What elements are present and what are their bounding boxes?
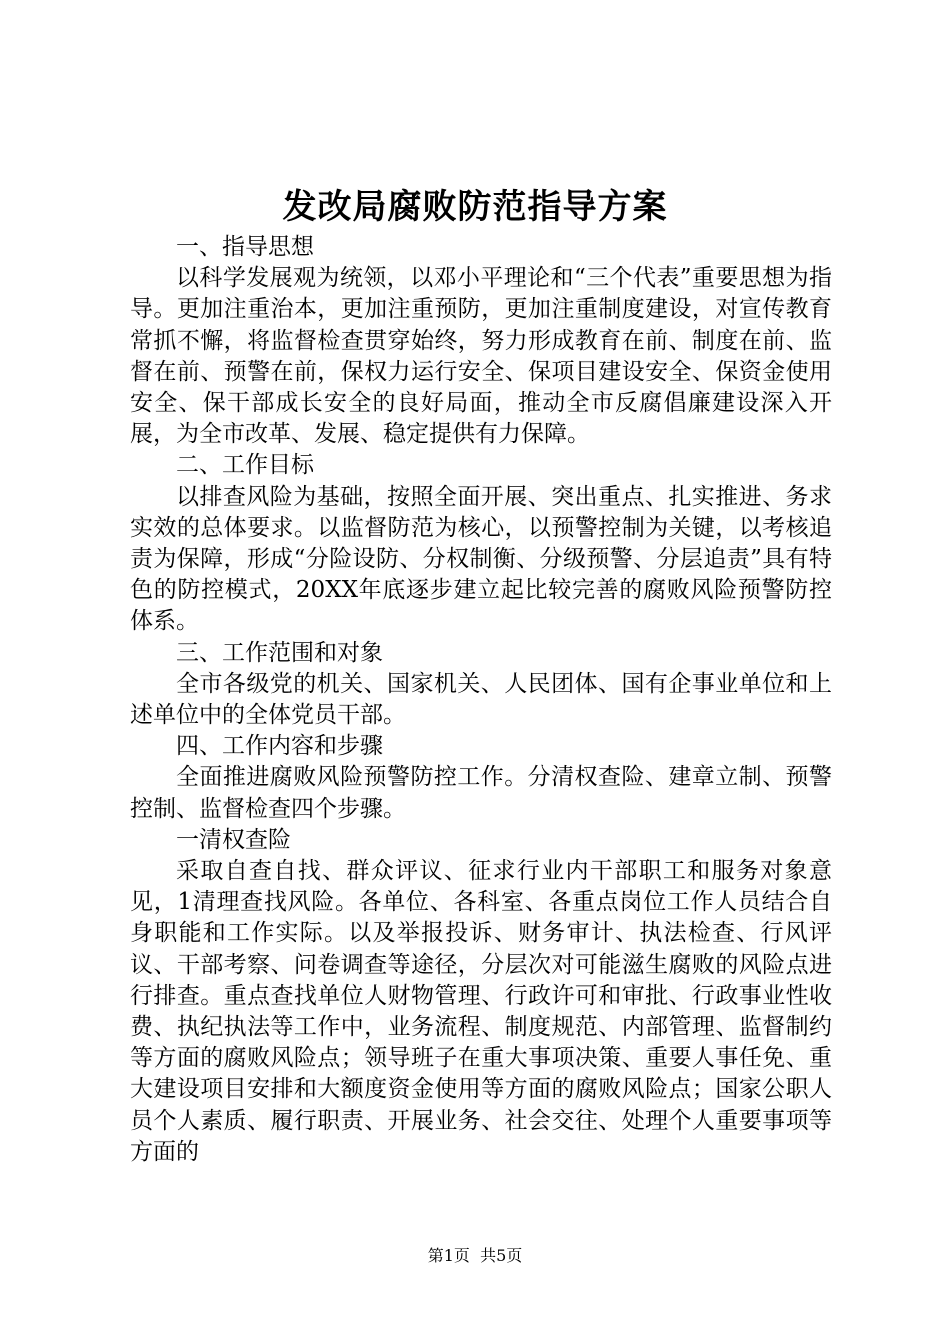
paragraph-content-steps: 全面推进腐败风险预警防控工作。分清权查险、建章立制、预警控制、监督检查四个步骤。 — [130, 764, 832, 822]
section-heading-guiding-ideology: 一、指导思想 — [176, 234, 314, 260]
section-heading-scope: 三、工作范围和对象 — [176, 639, 383, 666]
paragraph-risk-check: 采取自查自找、群众评议、征求行业内干部职工和服务对象意见，1清理查找风险。各单位、各科室、各重点岗位工作人员结合自身职能和工作实际。以及举报投诉、财务审计、执法检查、行风评议、干部考察、问卷调查等途径，分层次对可能滋生腐败的风险点进行排查。重点查找单位人财物管理、行政许可和审批、行政事业性收费、执纪执法等工作中，业务流程、制度规范、内部管理、监督制约等方面的腐败风险点；领导班子在重大事项决策、重要人事任免、重大建设项目安排和大额度资金使用等方面的腐败风险点；国家公职人员个人素质、履行职责、开展业务、社会交往、处理个人重要事项等方面的 — [130, 858, 832, 1165]
paragraph-scope: 全市各级党的机关、国家机关、人民团体、国有企事业单位和上述单位中的全体党员干部。 — [130, 670, 832, 729]
paragraph-work-goals: 以排查风险为基础，按照全面开展、突出重点、扎实推进、务求实效的总体要求。以监督防范为核心，以预警控制为关键，以考核追责为保障，形成“分险设防、分权制衡、分级预警、分层追责”具有特色的防控模式，20XX年底逐步建立起比较完善的腐败风险预警防控体系。 — [130, 483, 832, 635]
page-footer — [0, 1244, 950, 1268]
section-heading-work-goals: 二、工作目标 — [176, 452, 314, 479]
page-total: 共5页 — [480, 1246, 523, 1265]
page-number: 第1页 — [427, 1246, 470, 1265]
document-title: 发改局腐败防范指导方案 — [282, 187, 668, 227]
paragraph-guiding-ideology: 以科学发展观为统领，以邓小平理论和“三个代表”重要思想为指导。更加注重治本，更加注重预防，更加注重制度建设，对宣传教育常抓不懈，将监督检查贯穿始终，努力形成教育在前、制度在前、监督在前、预警在前，保权力运行安全、保项目建设安全、保资金使用安全、保干部成长安全的良好局面，推动全市反腐倡廉建设深入开展，为全市改革、发展、稳定提供有力保障。 — [130, 265, 832, 448]
subsection-heading-risk-check: 一清权查险 — [176, 826, 291, 853]
document-body — [130, 232, 832, 1168]
footer-separator — [470, 1246, 480, 1265]
section-heading-content-steps: 四、工作内容和步骤 — [176, 733, 383, 760]
